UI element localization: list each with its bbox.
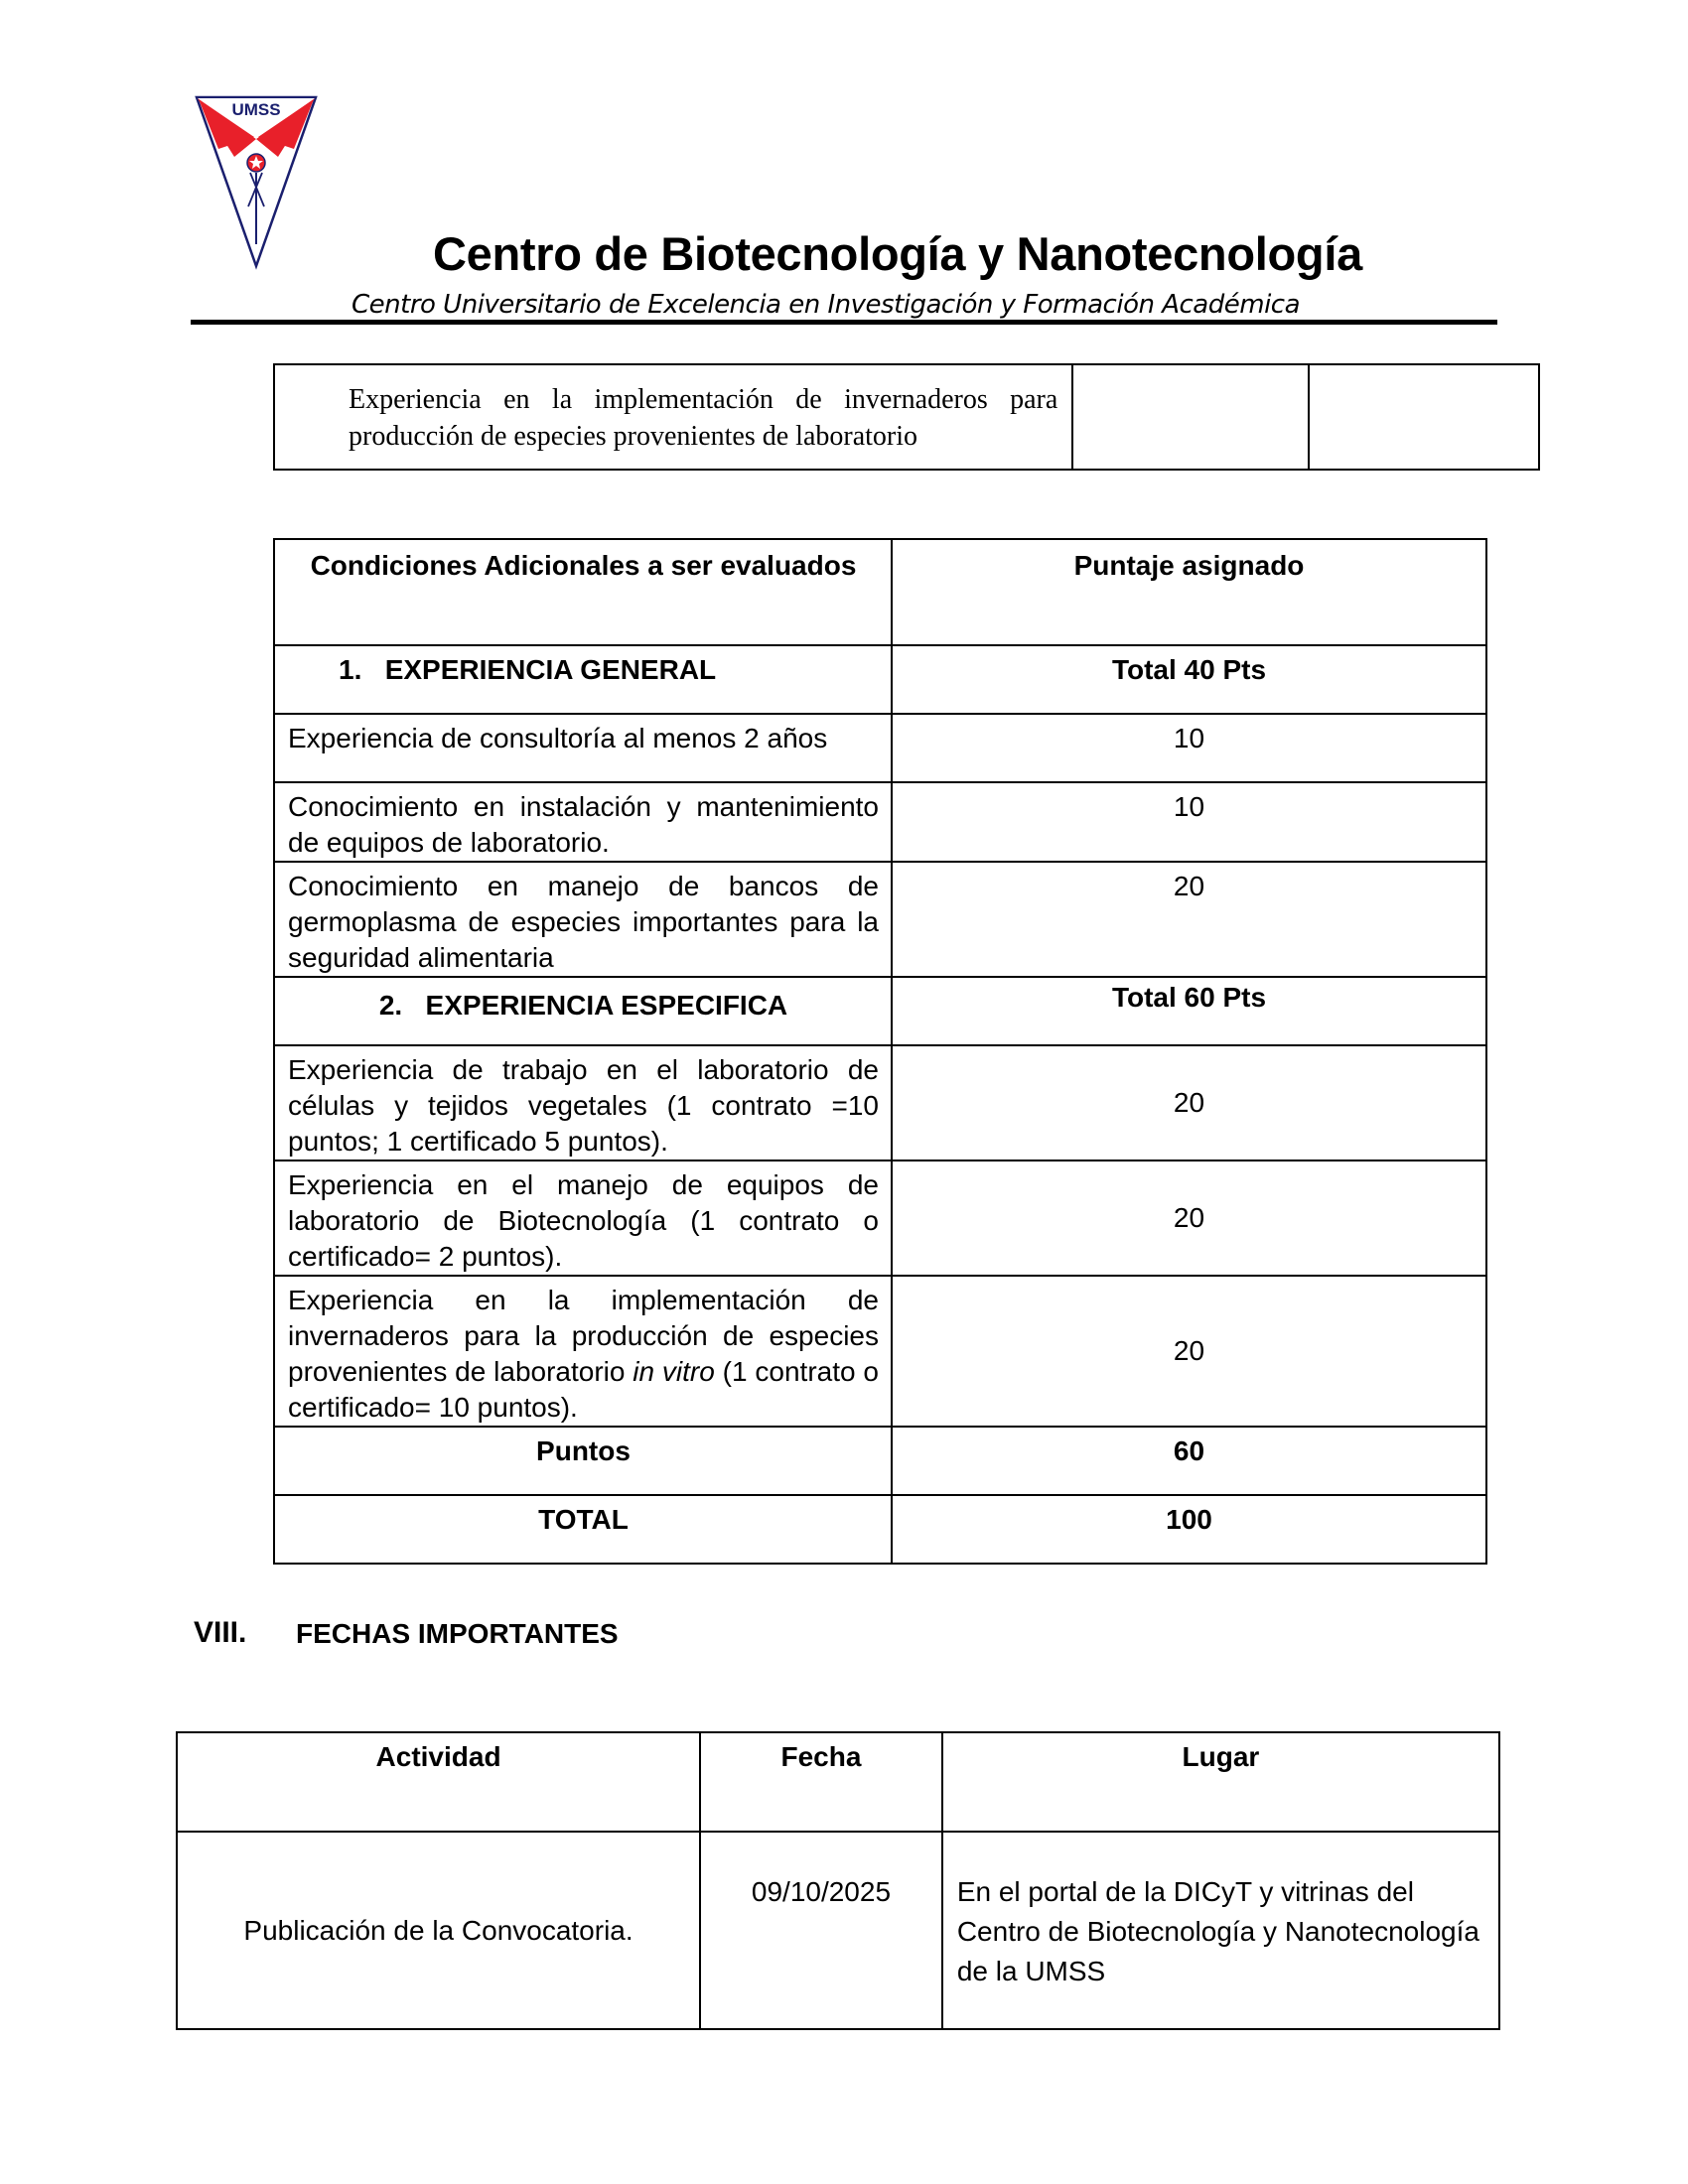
column-header-criteria: Condiciones Adicionales a ser evaluados [274, 539, 892, 645]
table-row [177, 1832, 1499, 2029]
criteria-text: Conocimiento en manejo de bancos de germoplasma de especies importantes para la seguridad alimentaria [274, 862, 892, 977]
place-cell: En el portal de la DICyT y vitrinas del Centro de Biotecnología y Nanotecnología de la UMSS [942, 1832, 1499, 2029]
umss-shield-icon [195, 95, 318, 270]
criteria-text-italic: in vitro [633, 1356, 715, 1387]
section-heading: FECHAS IMPORTANTES [296, 1618, 619, 1649]
score-value: 20 [892, 862, 1486, 977]
score-value: 20 [892, 1276, 1486, 1427]
total-row [274, 1495, 1486, 1564]
total-label: TOTAL [274, 1495, 892, 1564]
section-row-specific [274, 977, 1486, 1045]
score-value: 20 [892, 1160, 1486, 1276]
subtotal-label: Puntos [274, 1427, 892, 1495]
svg-text:UMSS: UMSS [231, 100, 281, 119]
table-cell [1072, 364, 1309, 470]
table-cell: Experiencia en la implementación de invernaderos para producción de especies provenientes de laboratorio [274, 364, 1072, 470]
table-header-row [177, 1732, 1499, 1832]
table-row [274, 714, 1486, 782]
column-header-score: Puntaje asignado [892, 539, 1486, 645]
criteria-text: Conocimiento en instalación y mantenimiento de equipos de laboratorio. [274, 782, 892, 862]
dates-table [176, 1731, 1500, 2030]
column-header-place: Lugar [942, 1732, 1499, 1832]
table-row [274, 862, 1486, 977]
table-row [274, 1160, 1486, 1276]
subtotal-value: 60 [892, 1427, 1486, 1495]
section-total: Total 40 Pts [892, 645, 1486, 714]
table-row [274, 1045, 1486, 1160]
carryover-table [273, 363, 1540, 471]
score-value: 10 [892, 782, 1486, 862]
table-row [274, 1276, 1486, 1427]
column-header-activity: Actividad [177, 1732, 700, 1832]
criteria-text-part: (1 contrato o certificado= 10 puntos). [288, 1356, 879, 1423]
table-header-row [274, 539, 1486, 645]
column-header-date: Fecha [700, 1732, 942, 1832]
section-number: VIII. [194, 1616, 247, 1649]
score-value: 20 [892, 1045, 1486, 1160]
criteria-text-part: Experiencia en la implementación de invernaderos para la producción de especies provenientes de laboratorio [288, 1285, 879, 1387]
criteria-text: Experiencia de consultoría al menos 2 años [274, 714, 892, 782]
umss-logo [195, 95, 318, 270]
criteria-text [274, 1276, 892, 1427]
table-row [274, 782, 1486, 862]
section-row-general [274, 645, 1486, 714]
section-total: Total 60 Pts [892, 977, 1486, 1045]
page-subtitle: Centro Universitario de Excelencia en Investigación y Formación Académica [352, 290, 1301, 320]
page-title: Centro de Biotecnología y Nanotecnología [433, 227, 1362, 280]
total-value: 100 [892, 1495, 1486, 1564]
criteria-text: Experiencia de trabajo en el laboratorio de células y tejidos vegetales (1 contrato =10 puntos; 1 certificado 5 puntos). [274, 1045, 892, 1160]
table-cell [1309, 364, 1539, 470]
section-title: 2. EXPERIENCIA ESPECIFICA [274, 977, 892, 1045]
section-title: 1. EXPERIENCIA GENERAL [274, 645, 892, 714]
scoring-table [273, 538, 1487, 1565]
header-divider [191, 320, 1497, 325]
date-cell: 09/10/2025 [700, 1832, 942, 2029]
activity-cell: Publicación de la Convocatoria. [177, 1832, 700, 2029]
table-row [274, 364, 1539, 470]
score-value: 10 [892, 714, 1486, 782]
subtotal-row [274, 1427, 1486, 1495]
criteria-text: Experiencia en el manejo de equipos de laboratorio de Biotecnología (1 contrato o certificado= 2 puntos). [274, 1160, 892, 1276]
